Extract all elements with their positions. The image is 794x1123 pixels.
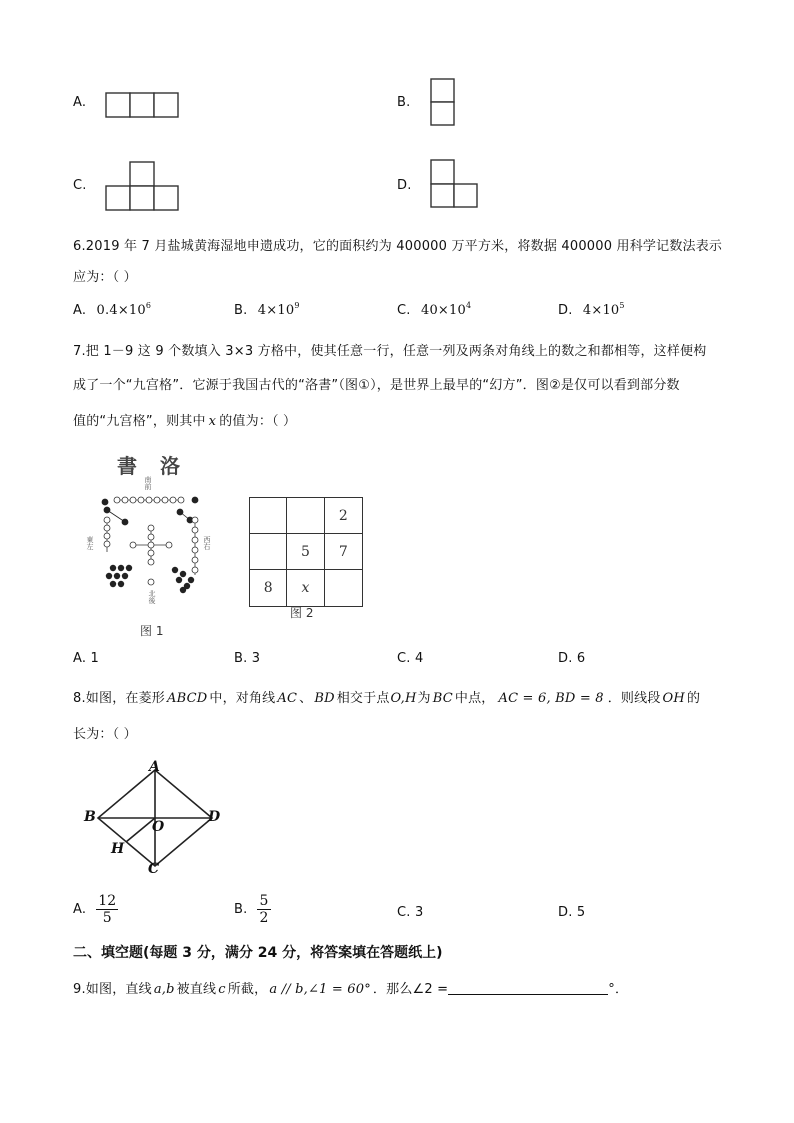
grid-cell: 2 (325, 498, 362, 534)
option-d-label: D. (397, 178, 412, 193)
q6-option-c (397, 301, 471, 318)
q8-option-c: C. 3 (397, 905, 424, 920)
q6-option-b-exp: 9 (294, 301, 300, 310)
q7-text-line1: 7.把 1－9 这 9 个数填入 3×3 方格中，使其任意一行，任意一列及两条对角线上的数之和都相等，这样便构 (73, 344, 707, 359)
luoshu-bottom-label: 北後 (148, 590, 156, 604)
q8-ohseg: OH (662, 691, 685, 706)
q9-cond: a // b,∠1 = 60° (269, 982, 371, 997)
q8-end: 的 (686, 691, 701, 706)
q6-text-line2: 应为：（ ） (73, 270, 137, 285)
q8-eq: AC = 6, BD = 8 (498, 691, 604, 706)
q8-pre: 8.如图，在菱形 (73, 691, 166, 706)
q8-option-b (234, 893, 271, 926)
luoshu-right-label: 西右 (203, 536, 211, 550)
q7-option-d: D. 6 (558, 651, 586, 666)
q6-option-a (73, 301, 151, 318)
q8-mid4: 中点， (454, 691, 495, 706)
luoshu-top-label: 南前 (144, 476, 152, 490)
q6-option-b (234, 301, 300, 318)
grid-cell (325, 570, 362, 606)
q9-mid: 被直线 (176, 982, 217, 997)
rhombus-label-a: A (149, 759, 160, 775)
q6-option-c-label: C. (397, 303, 411, 318)
q6-text-line1: 6.2019 年 7 月盐城黄海湿地申遗成功，它的面积约为 400000 万平方米，将数据 400000 用科学记数法表示 (73, 239, 723, 254)
q8-mid: 中，对角线 (209, 691, 276, 706)
q6-option-a-coef: 0.4×10 (96, 303, 146, 318)
rhombus-label-c: C (148, 861, 160, 877)
rhombus-label-d: D (208, 809, 221, 825)
q9-text (73, 978, 628, 997)
rhombus-label-h: H (111, 841, 125, 857)
option-c-label: C. (73, 178, 87, 193)
rhombus-label-b: B (84, 809, 96, 825)
q7-line3-pre: 值的“九宫格”，则其中 (73, 414, 206, 429)
q7-option-c: C. 4 (397, 651, 424, 666)
option-a-label: A. (73, 95, 87, 110)
grid-cell (287, 498, 324, 534)
q8-option-b-label: B. (234, 902, 248, 918)
rhombus-label-o: O (152, 819, 165, 835)
q9-end: °． (608, 982, 629, 997)
magic-square-grid (249, 497, 363, 607)
option-b-figure (430, 78, 456, 128)
q7-text-line2: 成了一个“九宫格”．它源于我国古代的“洛書”（图①），是世界上最早的“幻方”．图②是仅可以看到部分数 (73, 378, 680, 393)
q9-c: c (218, 982, 226, 997)
section-heading: 二、填空题(每题 3 分，满分 24 分，将答案填在答题纸上) (73, 945, 443, 961)
q7-line3-post: 的值为：（ ） (219, 414, 297, 429)
q6-option-c-exp: 4 (465, 301, 472, 310)
luoshu-diagram (95, 490, 215, 610)
q8-bd: BD (314, 691, 335, 706)
q6-option-a-exp: 6 (145, 301, 152, 310)
q8-post: ．则线段 (607, 691, 661, 706)
fig1-caption: 图 1 (140, 624, 164, 638)
q8-sep: 、 (299, 691, 313, 706)
q6-option-b-coef: 4×10 (257, 303, 295, 318)
q8-text-line1 (73, 687, 700, 706)
q8-option-d: D. 5 (558, 905, 586, 920)
q6-option-d-label: D. (558, 303, 573, 318)
q7-option-a: A. 1 (73, 651, 100, 666)
option-d-figure (430, 158, 480, 210)
option-a-figure (105, 92, 181, 118)
grid-cell-x: x (287, 570, 324, 606)
fig2-caption: 图 2 (290, 606, 314, 620)
fraction-denominator: 5 (102, 910, 112, 927)
q6-option-c-coef: 40×10 (420, 303, 466, 318)
grid-cell (250, 534, 287, 570)
q8-mid2: 相交于点 (336, 691, 390, 706)
q6-option-d-exp: 5 (619, 301, 625, 310)
q7-option-b: B. 3 (234, 651, 261, 666)
q6-option-b-label: B. (234, 303, 248, 318)
q9-pre: 9.如图，直线 (73, 982, 152, 997)
option-b-label: B. (397, 95, 411, 110)
q6-option-a-label: A. (73, 303, 87, 318)
q9-answer-blank[interactable] (448, 982, 608, 995)
luoshu-title: 書 洛 (117, 454, 188, 478)
q9-ab: a,b (153, 982, 175, 997)
q7-line3-var: x (208, 414, 217, 429)
luoshu-left-label: 東左 (86, 536, 94, 550)
q8-mid3: 为 (417, 691, 431, 706)
grid-cell: 7 (325, 534, 362, 570)
option-c-figure (105, 160, 181, 212)
q8-oh: O,H (390, 691, 417, 706)
q8-option-a (73, 893, 118, 926)
q9-mid2: 所截， (227, 982, 268, 997)
grid-cell (250, 498, 287, 534)
q8-option-a-fraction (96, 893, 118, 926)
q6-option-d-coef: 4×10 (582, 303, 620, 318)
q8-ac: AC (277, 691, 298, 706)
q8-option-b-fraction (257, 893, 270, 926)
fraction-numerator: 5 (259, 893, 269, 909)
grid-cell: 8 (250, 570, 287, 606)
q8-text-line2: 长为：（ ） (73, 727, 137, 742)
q9-post: ．那么∠2 = (372, 982, 449, 997)
fraction-numerator: 12 (98, 893, 117, 909)
q7-text-line3 (73, 410, 296, 429)
q8-bc: BC (432, 691, 453, 706)
q8-abcd: ABCD (167, 691, 208, 706)
grid-cell: 5 (287, 534, 324, 570)
q8-option-a-label: A. (73, 902, 87, 918)
q6-option-d (558, 301, 625, 318)
fraction-denominator: 2 (259, 910, 269, 927)
